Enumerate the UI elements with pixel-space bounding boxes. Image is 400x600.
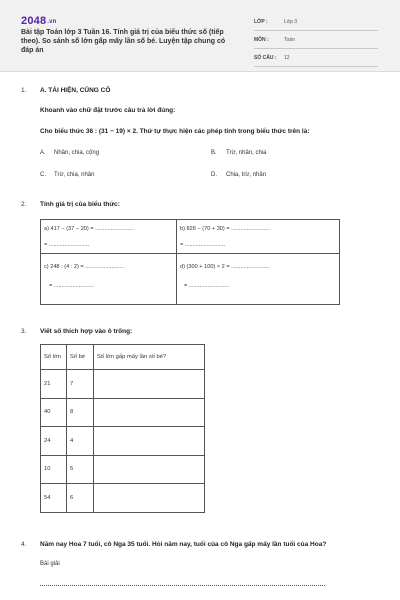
column-header: Số bé	[67, 345, 94, 370]
section-number: 2.	[21, 201, 27, 208]
section-number: 1.	[21, 87, 27, 94]
answer-cell[interactable]	[94, 427, 205, 456]
table-cell: 10	[41, 455, 67, 484]
instruction-text: Khoanh vào chữ đặt trước câu trả lời đúng:	[40, 107, 176, 114]
answer-line-a[interactable]: = ..........................	[44, 242, 90, 248]
table-header-row	[41, 345, 205, 370]
worksheet-title: Bài tập Toán lớp 3 Tuần 16. Tính giá trị của biểu thức số (tiếp theo). So sánh số lớn gấp mấy lần số bé. Luyện tập chung có đáp án	[21, 29, 226, 54]
answer-line[interactable]	[40, 585, 325, 586]
option-letter: D.	[211, 172, 217, 178]
table-row	[41, 398, 205, 427]
question-text: Cho biểu thức 36 : (31 − 19) × 2. Thứ tự thực hiện các phép tính trong biểu thức trên là:	[40, 128, 310, 135]
table-cell: 54	[41, 484, 67, 513]
answer-label: Bài giải	[40, 561, 60, 567]
answer-cell[interactable]	[94, 484, 205, 513]
table-row	[41, 455, 205, 484]
answer-cell[interactable]	[94, 398, 205, 427]
option-c[interactable]: Trừ, chia, nhân	[54, 172, 95, 178]
meta-label: LỚP :	[254, 19, 268, 25]
answer-cell[interactable]	[94, 455, 205, 484]
worksheet-header	[0, 0, 400, 72]
meta-label: MÔN :	[254, 37, 269, 43]
expression-a[interactable]: a) 417 − (37 − 20) = .........................	[44, 226, 135, 232]
option-d[interactable]: Chia, trừ, nhân	[226, 172, 267, 178]
option-letter: C.	[40, 172, 46, 178]
table-row	[41, 484, 205, 513]
expression-b[interactable]: b) 826 − (70 + 30) = .........................	[180, 226, 271, 232]
meta-value: 12	[284, 55, 290, 61]
table-cell: 40	[41, 398, 67, 427]
section-number: 3.	[21, 328, 27, 335]
answer-line-c[interactable]: = ..........................	[49, 283, 95, 289]
grid-divider	[176, 220, 177, 304]
option-a[interactable]: Nhân, chia, cộng	[54, 150, 100, 156]
section-heading: A. TÁI HIỆN, CỦNG CỐ	[40, 87, 111, 94]
meta-info	[254, 16, 378, 70]
meta-value: Lớp 3	[284, 19, 298, 25]
section-number: 4.	[21, 541, 27, 548]
table-cell: 6	[67, 484, 94, 513]
section-heading: Viết số thích hợp vào ô trống:	[40, 328, 133, 335]
answer-cell[interactable]	[94, 370, 205, 399]
meta-row-subject	[254, 34, 378, 49]
site-logo[interactable]	[21, 15, 57, 27]
table-cell: 7	[67, 370, 94, 399]
column-header: Số lớn	[41, 345, 67, 370]
table-row	[41, 427, 205, 456]
answer-line-b[interactable]: = ..........................	[180, 242, 226, 248]
table-cell: 4	[67, 427, 94, 456]
column-header: Số lớn gấp mấy lần số bé?	[94, 345, 205, 370]
meta-row-class	[254, 16, 378, 31]
logo-text: 2048	[21, 15, 47, 27]
table-cell: 21	[41, 370, 67, 399]
logo-suffix: .vn	[47, 19, 57, 25]
table-cell: 5	[67, 455, 94, 484]
table-row	[41, 370, 205, 399]
meta-value: Toán	[284, 37, 295, 43]
section-heading: Tính giá trị của biểu thức:	[40, 201, 120, 208]
option-letter: A.	[40, 150, 46, 156]
ratio-table	[40, 344, 205, 513]
table-cell: 24	[41, 427, 67, 456]
grid-divider	[41, 253, 339, 254]
meta-label: SỐ CÂU :	[254, 55, 277, 61]
expression-c[interactable]: c) 248 : (4 : 2) = .........................	[44, 264, 125, 270]
option-b[interactable]: Trừ, nhân, chia	[226, 150, 267, 156]
answer-line-d[interactable]: = ..........................	[184, 283, 230, 289]
option-letter: B.	[211, 150, 217, 156]
table-cell: 8	[67, 398, 94, 427]
meta-row-count	[254, 52, 378, 67]
expression-grid	[40, 219, 340, 305]
question-text: Năm nay Hoa 7 tuổi, cô Nga 35 tuổi. Hỏi năm nay, tuổi của cô Nga gấp mấy lần tuổi của Hoa?	[40, 541, 327, 548]
expression-d[interactable]: d) (300 + 100) × 2 = .........................	[180, 264, 271, 270]
